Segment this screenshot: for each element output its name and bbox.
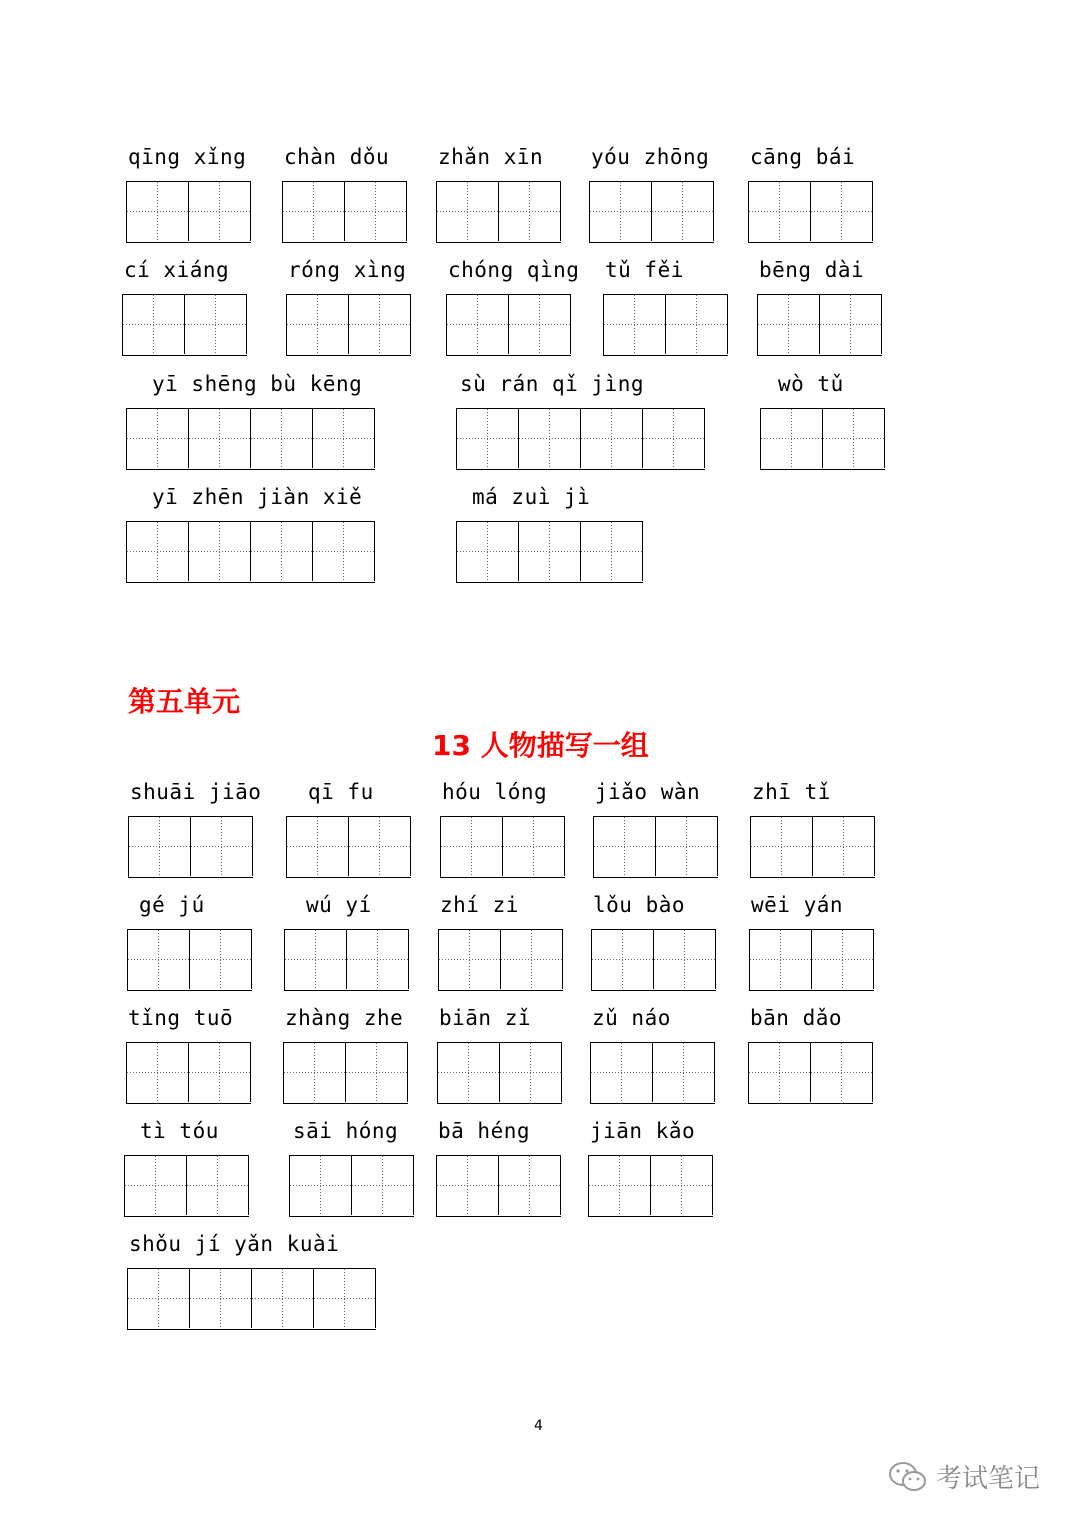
pinyin-label: yī zhēn jiàn xiě bbox=[152, 485, 363, 509]
watermark-text: 考试笔记 bbox=[936, 1464, 1041, 1494]
writing-cell[interactable] bbox=[284, 1043, 346, 1102]
writing-grid bbox=[282, 181, 407, 243]
writing-grid bbox=[286, 816, 411, 878]
writing-grid bbox=[126, 521, 375, 583]
pinyin-label: shuāi jiāo bbox=[130, 780, 262, 804]
pinyin-label: zhī tǐ bbox=[752, 780, 831, 804]
writing-grid bbox=[748, 1042, 873, 1104]
writing-cell[interactable] bbox=[519, 409, 581, 468]
writing-cell[interactable] bbox=[811, 182, 873, 241]
writing-cell[interactable] bbox=[189, 1043, 251, 1102]
writing-cell[interactable] bbox=[643, 409, 705, 468]
writing-cell[interactable] bbox=[653, 1043, 715, 1102]
writing-cell[interactable] bbox=[189, 182, 251, 241]
writing-cell[interactable] bbox=[592, 930, 654, 989]
pinyin-label: qī fu bbox=[308, 780, 374, 804]
writing-cell[interactable] bbox=[313, 409, 375, 468]
pinyin-label: tǐng tuō bbox=[128, 1006, 234, 1030]
writing-cell[interactable] bbox=[457, 409, 519, 468]
writing-grid bbox=[438, 929, 563, 991]
writing-cell[interactable] bbox=[285, 930, 347, 989]
writing-cell[interactable] bbox=[590, 182, 652, 241]
writing-cell[interactable] bbox=[666, 295, 728, 354]
writing-cell[interactable] bbox=[189, 409, 251, 468]
writing-cell[interactable] bbox=[439, 930, 501, 989]
writing-grid bbox=[748, 181, 873, 243]
pinyin-label: wú yí bbox=[306, 893, 372, 917]
writing-cell[interactable] bbox=[251, 409, 313, 468]
writing-cell[interactable] bbox=[252, 1269, 314, 1328]
writing-grid bbox=[122, 294, 247, 356]
writing-cell[interactable] bbox=[652, 182, 714, 241]
writing-cell[interactable] bbox=[651, 1156, 713, 1215]
writing-grid bbox=[603, 294, 728, 356]
writing-grid bbox=[757, 294, 882, 356]
writing-grid bbox=[593, 816, 718, 878]
writing-cell[interactable] bbox=[820, 295, 882, 354]
pinyin-label: má zuì jì bbox=[472, 485, 591, 509]
lesson-title: 13 人物描写一组 bbox=[432, 729, 649, 762]
pinyin-label: bān dǎo bbox=[750, 1006, 843, 1030]
writing-cell[interactable] bbox=[811, 1043, 873, 1102]
pinyin-label: jiǎo wàn bbox=[595, 780, 701, 804]
writing-cell[interactable] bbox=[349, 295, 411, 354]
writing-cell[interactable] bbox=[290, 1156, 352, 1215]
pinyin-label: bēng dài bbox=[759, 258, 865, 282]
writing-cell[interactable] bbox=[581, 409, 643, 468]
pinyin-label: yóu zhōng bbox=[591, 145, 710, 169]
writing-cell[interactable] bbox=[127, 1043, 189, 1102]
pinyin-label: wēi yán bbox=[751, 893, 844, 917]
pinyin-label: sāi hóng bbox=[293, 1119, 399, 1143]
writing-cell[interactable] bbox=[761, 409, 823, 468]
writing-cell[interactable] bbox=[190, 1269, 252, 1328]
pinyin-label: zhàng zhe bbox=[285, 1006, 404, 1030]
writing-cell[interactable] bbox=[594, 817, 656, 876]
writing-grid bbox=[124, 1155, 249, 1217]
pinyin-label: chóng qìng bbox=[448, 258, 580, 282]
pinyin-label: zhǎn xīn bbox=[438, 145, 544, 169]
writing-cell[interactable] bbox=[749, 182, 811, 241]
pinyin-label: róng xìng bbox=[288, 258, 407, 282]
writing-cell[interactable] bbox=[813, 817, 875, 876]
writing-cell[interactable] bbox=[457, 522, 519, 581]
writing-cell[interactable] bbox=[313, 522, 375, 581]
pinyin-label: jiān kǎo bbox=[590, 1119, 696, 1143]
writing-cell[interactable] bbox=[129, 817, 191, 876]
writing-cell[interactable] bbox=[654, 930, 716, 989]
writing-cell[interactable] bbox=[352, 1156, 414, 1215]
pinyin-label: bā héng bbox=[438, 1119, 531, 1143]
writing-cell[interactable] bbox=[287, 295, 349, 354]
pinyin-label: biān zǐ bbox=[439, 1006, 532, 1030]
writing-grid bbox=[128, 816, 253, 878]
writing-grid bbox=[126, 1042, 251, 1104]
writing-cell[interactable] bbox=[127, 409, 189, 468]
pinyin-label: cāng bái bbox=[750, 145, 856, 169]
writing-cell[interactable] bbox=[589, 1156, 651, 1215]
writing-cell[interactable] bbox=[437, 182, 499, 241]
writing-cell[interactable] bbox=[314, 1269, 376, 1328]
writing-cell[interactable] bbox=[499, 182, 561, 241]
writing-grid bbox=[589, 181, 714, 243]
writing-cell[interactable] bbox=[283, 182, 345, 241]
writing-cell[interactable] bbox=[189, 522, 251, 581]
writing-cell[interactable] bbox=[187, 1156, 249, 1215]
writing-cell[interactable] bbox=[125, 1156, 187, 1215]
writing-cell[interactable] bbox=[591, 1043, 653, 1102]
writing-cell[interactable] bbox=[191, 817, 253, 876]
writing-cell[interactable] bbox=[127, 522, 189, 581]
writing-grid bbox=[284, 929, 409, 991]
writing-cell[interactable] bbox=[346, 1043, 408, 1102]
writing-grid bbox=[588, 1155, 713, 1217]
pinyin-label: zhí zi bbox=[440, 893, 519, 917]
pinyin-label: tì tóu bbox=[140, 1119, 219, 1143]
writing-cell[interactable] bbox=[581, 522, 643, 581]
writing-cell[interactable] bbox=[499, 1156, 561, 1215]
writing-cell[interactable] bbox=[656, 817, 718, 876]
writing-grid bbox=[590, 1042, 715, 1104]
wechat-icon bbox=[888, 1460, 928, 1494]
writing-cell[interactable] bbox=[812, 930, 874, 989]
writing-cell[interactable] bbox=[185, 295, 247, 354]
writing-cell[interactable] bbox=[750, 930, 812, 989]
writing-cell[interactable] bbox=[127, 182, 189, 241]
watermark bbox=[888, 1458, 1040, 1495]
writing-cell[interactable] bbox=[190, 930, 252, 989]
writing-grid bbox=[289, 1155, 414, 1217]
writing-grid bbox=[440, 816, 565, 878]
writing-grid bbox=[749, 929, 874, 991]
pinyin-label: tǔ fěi bbox=[605, 258, 684, 282]
writing-grid bbox=[750, 816, 875, 878]
writing-cell[interactable] bbox=[251, 522, 313, 581]
pinyin-label: chàn dǒu bbox=[284, 145, 390, 169]
writing-grid bbox=[286, 294, 411, 356]
pinyin-label: wò tǔ bbox=[778, 372, 844, 396]
writing-cell[interactable] bbox=[604, 295, 666, 354]
writing-grid bbox=[127, 929, 252, 991]
pinyin-label: shǒu jí yǎn kuài bbox=[129, 1232, 340, 1256]
pinyin-label: lǒu bào bbox=[593, 893, 686, 917]
writing-grid bbox=[446, 294, 571, 356]
writing-cell[interactable] bbox=[509, 295, 571, 354]
writing-cell[interactable] bbox=[287, 817, 349, 876]
pinyin-label: sù rán qǐ jìng bbox=[460, 372, 645, 396]
writing-grid bbox=[760, 408, 885, 470]
page-number: 4 bbox=[534, 1418, 543, 1434]
writing-cell[interactable] bbox=[503, 817, 565, 876]
writing-grid bbox=[456, 521, 643, 583]
writing-grid bbox=[456, 408, 705, 470]
writing-cell[interactable] bbox=[128, 930, 190, 989]
writing-grid bbox=[283, 1042, 408, 1104]
writing-cell[interactable] bbox=[123, 295, 185, 354]
writing-cell[interactable] bbox=[438, 1043, 500, 1102]
unit-title: 第五单元 bbox=[128, 685, 241, 718]
pinyin-label: qīng xǐng bbox=[128, 145, 247, 169]
pinyin-label: gé jú bbox=[139, 893, 205, 917]
writing-grid bbox=[127, 1268, 376, 1330]
writing-grid bbox=[126, 181, 251, 243]
pinyin-label: hóu lóng bbox=[442, 780, 548, 804]
writing-cell[interactable] bbox=[128, 1269, 190, 1328]
writing-cell[interactable] bbox=[437, 1156, 499, 1215]
writing-grid bbox=[126, 408, 375, 470]
writing-cell[interactable] bbox=[823, 409, 885, 468]
writing-cell[interactable] bbox=[751, 817, 813, 876]
pinyin-label: cí xiáng bbox=[124, 258, 230, 282]
writing-cell[interactable] bbox=[345, 182, 407, 241]
writing-cell[interactable] bbox=[500, 1043, 562, 1102]
writing-cell[interactable] bbox=[347, 930, 409, 989]
writing-cell[interactable] bbox=[447, 295, 509, 354]
writing-cell[interactable] bbox=[441, 817, 503, 876]
writing-cell[interactable] bbox=[349, 817, 411, 876]
pinyin-label: zǔ náo bbox=[592, 1006, 671, 1030]
pinyin-label: yī shēng bù kēng bbox=[152, 372, 363, 396]
writing-cell[interactable] bbox=[501, 930, 563, 989]
writing-grid bbox=[591, 929, 716, 991]
writing-cell[interactable] bbox=[749, 1043, 811, 1102]
writing-grid bbox=[436, 181, 561, 243]
writing-grid bbox=[437, 1042, 562, 1104]
writing-cell[interactable] bbox=[758, 295, 820, 354]
writing-cell[interactable] bbox=[519, 522, 581, 581]
writing-grid bbox=[436, 1155, 561, 1217]
